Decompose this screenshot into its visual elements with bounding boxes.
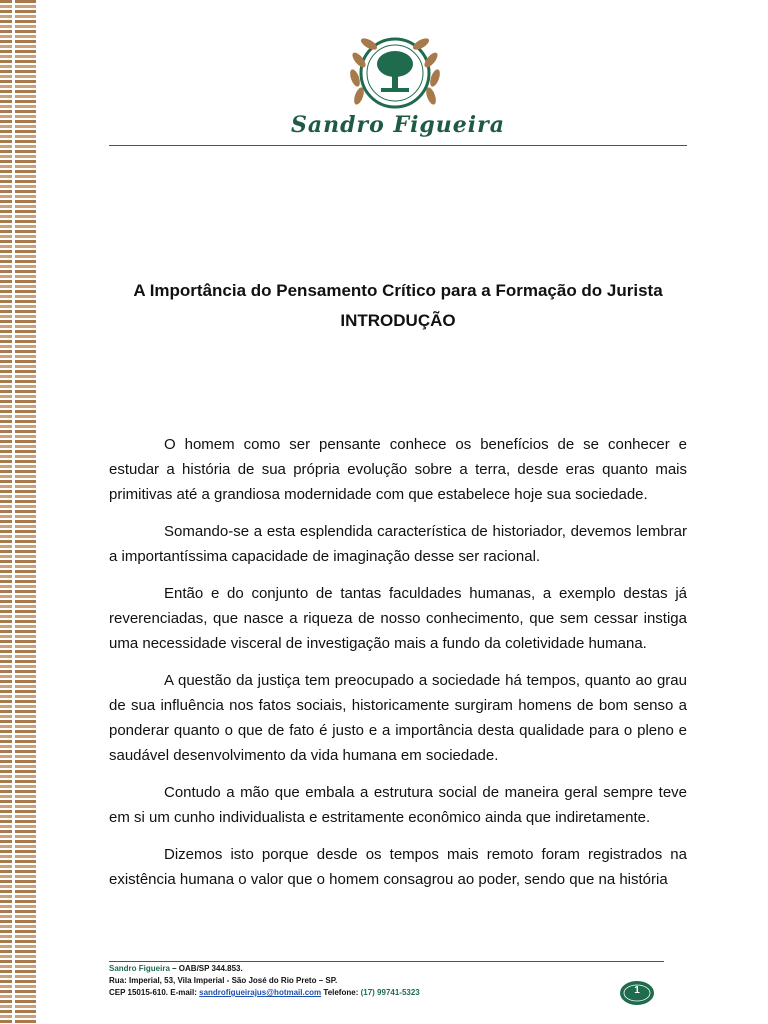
footer-phone-label: Telefone:	[321, 988, 361, 997]
footer-name: Sandro Figueira	[109, 964, 170, 973]
laurel-tree-logo	[343, 28, 447, 118]
decorative-border	[0, 0, 36, 1024]
footer-oab: – OAB/SP 344.853.	[169, 964, 243, 973]
section-heading: INTRODUÇÃO	[340, 311, 456, 330]
page-number: 1	[634, 985, 640, 996]
paragraph: Então e do conjunto de tantas faculdades humanas, a exemplo destas já reverenciadas, que nasce a riqueza de nosso conhecimento, que sem cessar instiga uma necessidade visceral de investigação mais a fundo da coletividade humana.	[109, 585, 687, 652]
paragraph: Contudo a mão que embala a estrutura social de maneira geral sempre teve em si um cunho individualista e estritamente econômico ainda que indiretamente.	[109, 784, 687, 826]
document-title: A Importância do Pensamento Crítico para a Formação do Jurista	[133, 281, 663, 300]
paragraph: O homem como ser pensante conhece os benefícios de se conhecer e estudar a história de sua própria evolução sobre a terra, desde eras quanto mais primitivas até a grandiosa modernidade com que estabelece hoje sua sociedade.	[109, 436, 687, 503]
body-text	[109, 432, 687, 904]
footer-line-1	[109, 963, 420, 975]
paragraph: Dizemos isto porque desde os tempos mais remoto foram registrados na existência humana o valor que o homem consagrou ao poder, sendo que na história	[109, 846, 687, 888]
footer-divider	[109, 961, 664, 962]
brand-name: Sandro Figueira	[291, 112, 505, 138]
footer-phone: (17) 99741-5323	[360, 988, 420, 997]
paragraph: Somando-se a esta esplendida característica de historiador, devemos lembrar a importantíssima capacidade de imaginação desse ser racional.	[109, 523, 687, 565]
footer-address: Rua: Imperial, 53, Vila Imperial - São José do Rio Preto – SP.	[109, 976, 338, 985]
footer-line-3	[109, 987, 420, 999]
paragraph: A questão da justiça tem preocupado a sociedade há tempos, quanto ao grau de sua influência nos fatos sociais, historicamente surgiram homens de bom senso a ponderar quanto o que de fato é justo e a importância desta qualidade para o pleno e saudável desenvolvimento da vida humana em sociedade.	[109, 672, 687, 764]
footer	[109, 963, 420, 999]
footer-cep: CEP 15015-610. E-mail:	[109, 988, 200, 997]
footer-email-link[interactable]: sandrofigueirajus@hotmail.com	[199, 988, 322, 997]
header-divider	[109, 145, 687, 146]
